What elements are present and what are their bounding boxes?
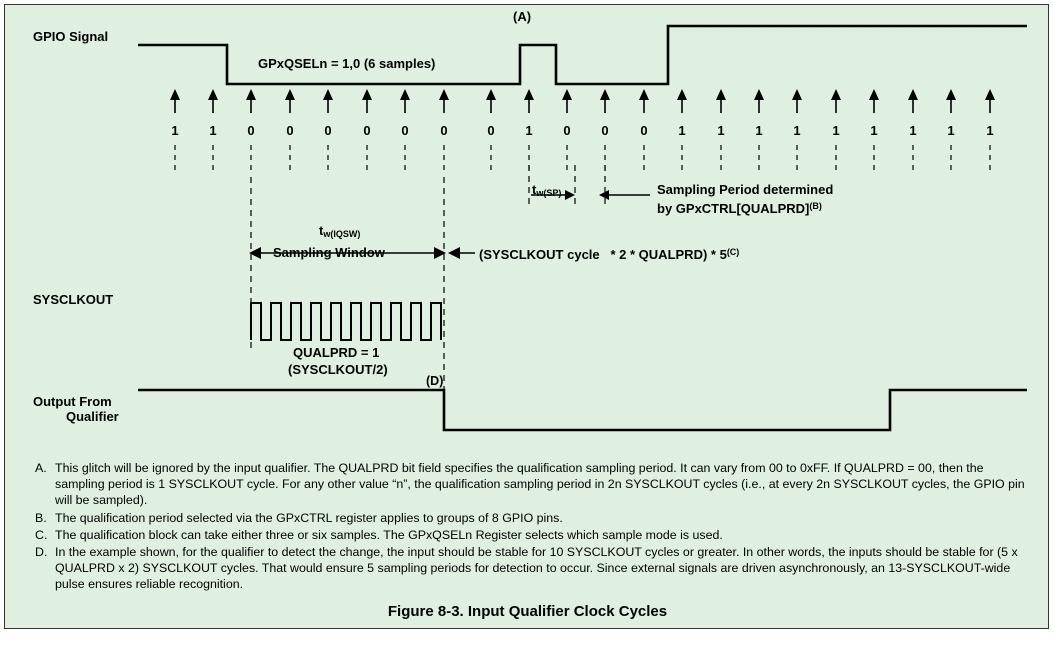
sampling-period-text: by GPxCTRL[QUALPRD] [657,201,810,216]
note-item [29,510,1029,526]
timing-diagram-svg [5,5,1050,455]
sample-digit: 1 [209,123,217,138]
sample-digit: 1 [947,123,955,138]
sample-stems [175,145,990,173]
sample-digit: 1 [755,123,763,138]
sample-digit: 0 [440,123,448,138]
sampling-period-line1: Sampling Period determined [657,182,834,197]
gpio-signal-label: GPIO Signal [33,29,109,44]
sample-digit: 1 [525,123,533,138]
sample-arrowheads [170,89,995,100]
note-letter: A. [35,461,47,475]
note-text: This glitch will be ignored by the input qualifier. The QUALPRD bit field specifies the qualification sampling period. It can vary from 00 to 0xFF. If QUALPRD = 00, then the sampling period is 1 SYSCLKOUT cycle. For any other value “n”, the qualification sampling period in 2n SYSCLKOUT cycles (i.e., at every 2n SYSCLKOUT cycles, the GPIO pin will be sampled). [55,461,1025,508]
figure-caption: Figure 8-3. Input Qualifier Clock Cycles [387,603,668,620]
sysclkout-waveform [251,303,441,340]
output-qualifier-label-line2: Qualifier [66,409,119,424]
note-letter: C. [35,527,48,542]
note-item [29,527,1029,543]
sample-digit: 0 [601,123,609,138]
sysclk-expression-superscript: (C) [726,247,740,257]
sysclkout-label: SYSCLKOUT [33,292,114,307]
sample-digit: 1 [986,123,994,138]
sample-digit: 0 [487,123,495,138]
qualprd-line1: QUALPRD = 1 [293,345,380,360]
sampling-period-superscript: (B) [809,201,822,211]
sample-arrows [175,92,990,113]
sample-digit: 0 [563,123,571,138]
sample-digit: 0 [247,123,255,138]
sample-digit: 0 [363,123,371,138]
sample-digit: 1 [870,123,878,138]
output-qualifier-waveform [138,390,1027,430]
sample-digit: 0 [401,123,409,138]
sample-digit: 1 [909,123,917,138]
twsp-arrowhead-right [565,190,575,200]
note-text: The qualification block can take either three or six samples. The GPxQSELn Register selects which sample mode is used. [55,527,723,542]
sysclk-expression-pre: (SYSCLKOUT cycle [479,247,600,262]
figure-notes [29,460,1029,594]
twsp-label [532,182,561,201]
marker-a: (A) [513,9,532,24]
note-item [29,544,1029,593]
sample-digit: 0 [324,123,332,138]
sampling-period-arrowhead-left [599,190,609,200]
sample-digit: 0 [286,123,294,138]
sample-digit: 1 [717,123,725,138]
twiqsw-label [319,223,360,242]
sample-digit: 1 [678,123,686,138]
twiqsw-subscript: w(IQSW) [323,229,361,239]
gpio-waveform [138,26,1027,84]
qualprd-line2: (SYSCLKOUT/2) [288,362,388,377]
sample-digit: 0 [640,123,648,138]
sysclk-expr-arrowhead-left [448,247,460,259]
output-qualifier-label-line1: Output From [33,394,112,409]
twsp-subscript: w(SP) [536,188,562,198]
qsel-annotation: GPxQSELn = 1,0 (6 samples) [258,56,436,71]
sample-digit: 1 [832,123,840,138]
twsp-base: t [532,182,537,197]
sample-digit: 1 [793,123,801,138]
twiqsw-base: t [319,223,324,238]
note-text: In the example shown, for the qualifier to detect the change, the input should be stable for 10 SYSCLKOUT cycles or greater. In other words, the inputs should be stable for (5 x QUALPRD x 2) SYSCLKOUT cycles. That would ensure 5 sampling periods for detection to occur. Since external signals are driven asynchronously, an 13-SYSCLKOUT-wide pulse ensures reliable recognition. [55,545,1018,592]
figure-container [4,4,1049,629]
note-letter: D. [35,545,48,560]
sysclk-expression-post: * 2 * QUALPRD) * 5 [610,247,727,262]
note-text: The qualification period selected via the GPxCTRL register applies to groups of 8 GPIO pins. [55,510,563,525]
note-item [29,460,1029,509]
sysclk-expression [479,245,739,262]
sampling-period-line2 [657,199,822,216]
marker-d: (D) [426,374,444,388]
note-letter: B. [35,510,47,525]
timing-diagram [5,5,1050,455]
sample-digit: 1 [171,123,179,138]
sampling-window-label: Sampling Window [273,245,385,260]
